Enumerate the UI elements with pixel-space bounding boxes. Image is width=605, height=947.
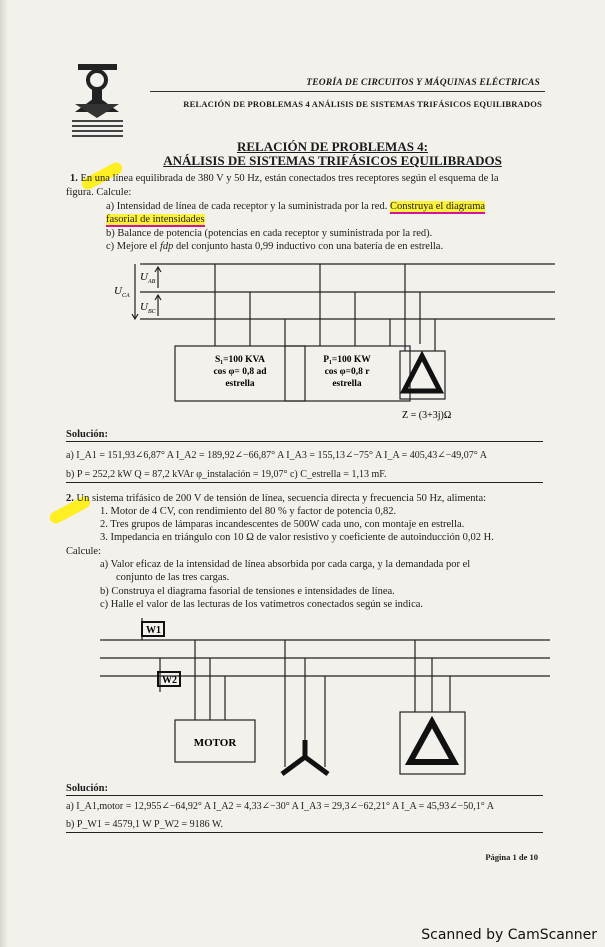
problem1-item-a-text: a) Intensidad de línea de cada receptor y la suministrada por la red. <box>106 201 388 212</box>
problem2-item-a-cont: conjunto de las tres cargas. <box>116 572 230 583</box>
problem1-solution-label: Solución: <box>66 429 109 440</box>
problem2-intro-text: Un sistema trifásico de 200 V de tensión de línea, secuencia directa y frecuencia 50 Hz, alimenta: <box>76 493 487 504</box>
problem2-item-c: c) Halle el valor de las lecturas de los vatímetros conectados según se indica. <box>100 599 424 610</box>
voltage-label-bc: $U_{BC}$ <box>140 301 156 315</box>
wattmeter-w2-label: W2 <box>162 675 177 686</box>
problem2-solution-a: a) I_A1,motor = 12,955∠−64,92° A I_A2 = 4,33∠−30° A I_A3 = 29,3∠−62,21° A I_A = 45,93∠−50,1° A <box>66 801 494 812</box>
problem2-solution-rule <box>66 795 543 796</box>
problem2-solution-rule-bottom <box>66 832 543 833</box>
load1-line1: S₁=100 KVA <box>214 355 266 365</box>
problem2-item-b: b) Construya el diagrama fasorial de tensiones e intensidades de línea. <box>100 586 395 597</box>
load2-line3: estrella <box>332 379 362 389</box>
problem2-solution-label: Solución: <box>66 783 109 794</box>
university-logo <box>70 62 125 142</box>
load1-line3: estrella <box>225 379 255 389</box>
problem1-solution-a: a) I_A1 = 151,93∠6,87° A I_A2 = 189,92∠−66,87° A I_A3 = 155,13∠−75° A I_A = 405,43∠−49,07° A <box>66 450 487 461</box>
load1-line2: cos φ= 0,8 ad <box>213 367 267 377</box>
problem2-load3: 3. Impedancia en triángulo con 10 Ω de valor resistivo y coeficiente de autoinducción 0,02 H. <box>100 532 494 543</box>
header-subtitle: RELACIÓN DE PROBLEMAS 4 ANÁLISIS DE SISTEMAS TRIFÁSICOS EQUILIBRADOS <box>183 99 542 109</box>
problem1-item-c <box>106 240 443 253</box>
problem1-item-a-cont <box>106 213 205 226</box>
wattmeter-w1-label: W1 <box>146 625 161 636</box>
delta-impedance-icon <box>410 722 454 762</box>
problem1-circuit-diagram <box>100 256 560 426</box>
course-title: TEORÍA DE CIRCUITOS Y MÁQUINAS ELÉCTRICAS <box>306 78 540 88</box>
problem1-item-a-highlight: Construya el diagrama <box>389 201 486 212</box>
problem1-number: 1. <box>70 173 78 184</box>
problem2-solution-b: b) P_W1 = 4579,1 W P_W2 = 9186 W. <box>66 819 224 830</box>
problem2-load1: 1. Motor de 4 CV, con rendimiento del 80 % y factor de potencia 0,82. <box>100 506 397 517</box>
problem1-item-a <box>106 200 485 213</box>
problem1-intro-text: En una línea equilibrada de 380 V y 50 Hz, están conectados tres receptores según el esquema de la <box>80 173 499 184</box>
doc-title-line1: RELACIÓN DE PROBLEMAS 4: <box>236 139 429 154</box>
delta-impedance-icon <box>404 356 440 391</box>
header-rule <box>150 91 545 92</box>
load2-line2: cos φ=0,8 r <box>324 367 370 377</box>
motor-label: MOTOR <box>193 737 237 749</box>
doc-title-line2: ANÁLISIS DE SISTEMAS TRIFÁSICOS EQUILIBRADOS <box>163 153 502 168</box>
page-number: Página 1 de 10 <box>485 852 538 862</box>
problem2-item-a: a) Valor eficaz de la intensidad de línea absorbida por cada carga, y la demandada por el <box>100 559 471 570</box>
problem1-item-c-pre: c) Mejore el <box>106 241 160 252</box>
voltage-label-ab: $U_{AB}$ <box>140 271 156 285</box>
camscanner-watermark: Scanned by CamScanner <box>421 927 597 943</box>
problem2-load2: 2. Tres grupos de lámparas incandescentes de 500W cada uno, con montaje en estrella. <box>100 519 465 530</box>
star-load-icon <box>282 740 328 774</box>
problem2-circuit-diagram <box>100 612 555 782</box>
problem2-number: 2. <box>66 493 74 504</box>
problem1-solution-rule-bottom <box>66 482 543 483</box>
problem1-solution-b: b) P = 252,2 kW Q = 87,2 kVAr φ_instalación = 19,07° c) C_estrella = 1,13 mF. <box>66 469 387 480</box>
problem1-intro <box>70 172 499 185</box>
load2-line1: P₁=100 KW <box>323 355 371 365</box>
problem1-solution-rule <box>66 441 543 442</box>
problem1-item-a-cont-text: fasorial de intensidades <box>106 214 205 225</box>
problem2-calc: Calcule: <box>66 546 101 557</box>
problem1-item-c-post: del conjunto hasta 0,99 inductivo con una batería de en estrella. <box>173 241 444 252</box>
impedance-label: Z = (3+3j)Ω <box>402 410 452 421</box>
problem1-intro-b: figura. Calcule: <box>66 187 132 198</box>
voltage-label-ca: $U_{CA}$ <box>114 285 130 299</box>
problem2-intro <box>66 492 486 505</box>
problem1-item-b: b) Balance de potencia (potencias en cada receptor y suministrada por la red). <box>106 228 433 239</box>
problem1-item-c-fdp: fdp <box>159 241 174 252</box>
